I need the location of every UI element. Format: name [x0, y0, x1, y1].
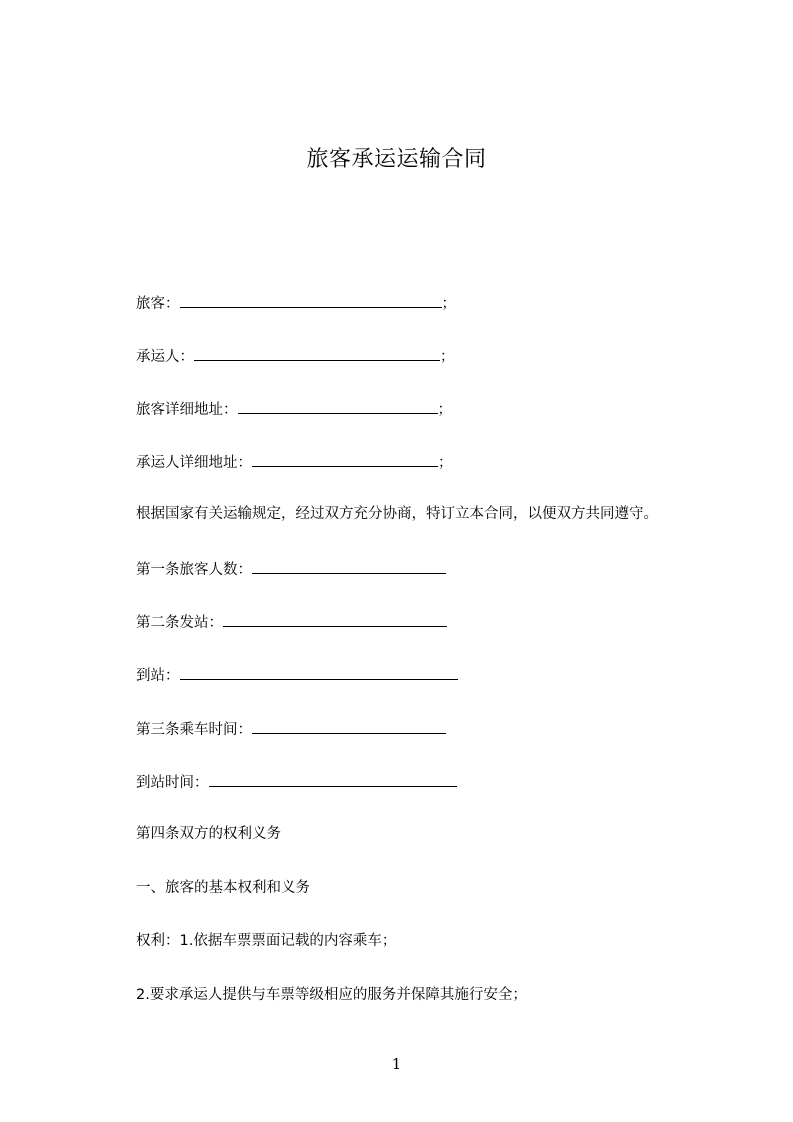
field-suffix: ；: [437, 402, 452, 418]
subsection-heading: 一、旅客的基本权利和义务: [136, 880, 310, 896]
item-label: 第一条旅客人数：: [136, 562, 252, 578]
fill-blank: [180, 292, 442, 308]
rights-item-2: 2.要求承运人提供与车票等级相应的服务并保障其施行安全；: [136, 987, 527, 1003]
fill-blank: [252, 718, 446, 734]
page-number: 1: [391, 1055, 402, 1073]
item-label: 第二条发站：: [136, 615, 223, 631]
item-boarding-time: [136, 718, 446, 740]
fill-blank: [180, 664, 458, 680]
item-label: 到站：: [136, 668, 180, 684]
fill-blank: [223, 611, 447, 627]
intro-paragraph: 根据国家有关运输规定，经过双方充分协商，特订立本合同，以便双方共同遵守。: [136, 506, 658, 522]
field-carrier-address: [136, 451, 453, 473]
fill-blank: [252, 451, 438, 467]
item-departure-station: [136, 611, 447, 633]
field-passenger-address: [136, 398, 452, 420]
field-passenger: [136, 292, 456, 314]
field-label: 旅客详细地址：: [136, 402, 238, 418]
fill-blank: [238, 398, 438, 414]
field-suffix: ；: [441, 296, 456, 312]
item-passenger-count: [136, 558, 446, 580]
field-label: 旅客：: [136, 296, 180, 312]
section-heading: 第四条双方的权利义务: [136, 826, 281, 842]
field-suffix: ；: [440, 349, 455, 365]
fill-blank: [252, 558, 446, 574]
fill-blank: [209, 771, 457, 787]
field-label: 承运人：: [136, 349, 194, 365]
item-label: 到站时间：: [136, 775, 209, 791]
item-arrival-time: [136, 771, 457, 793]
rights-item-1: 权利：1.依据车票票面记载的内容乘车；: [136, 933, 397, 949]
field-carrier: [136, 345, 455, 367]
fill-blank: [194, 345, 440, 361]
item-label: 第三条乘车时间：: [136, 722, 252, 738]
document-title: 旅客承运运输合同: [306, 147, 487, 172]
item-arrival-station: [136, 664, 458, 686]
field-suffix: ；: [438, 455, 453, 471]
field-label: 承运人详细地址：: [136, 455, 252, 471]
